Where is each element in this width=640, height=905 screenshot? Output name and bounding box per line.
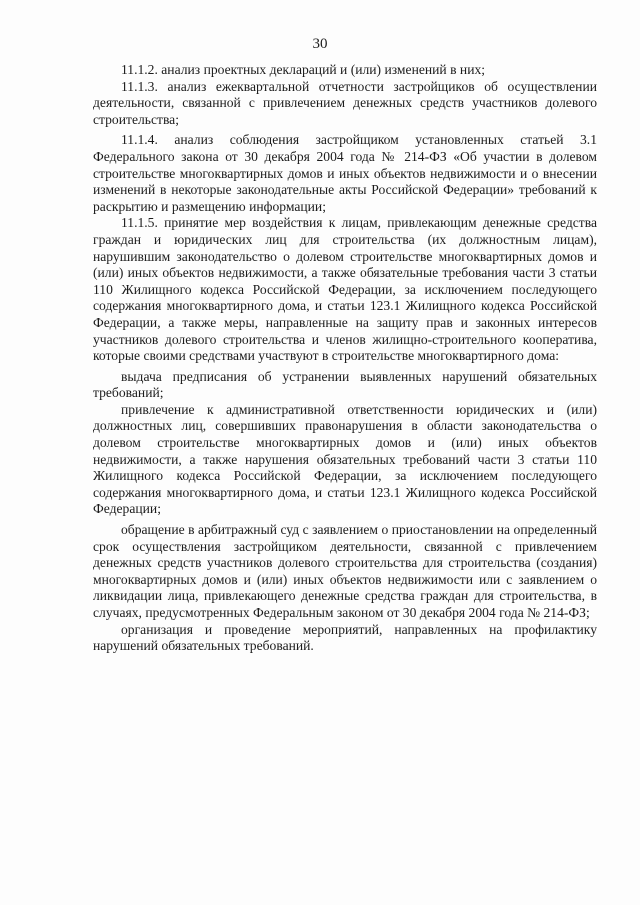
list-item-order: выдача предписания об устранении выявленных нарушений обязательных требований; [93, 368, 597, 401]
list-item-prevention-measures: организация и проведение мероприятий, направленных на профилактику нарушений обязательных требований. [93, 621, 597, 654]
page-number: 30 [312, 36, 328, 52]
document-body [93, 62, 597, 655]
paragraph-11-1-3: 11.1.3. анализ ежеквартальной отчетности застройщиков об осуществлении деятельности, связанной с привлечением денежных средств участников долевого строительства; [93, 78, 597, 127]
paragraph-11-1-5: 11.1.5. принятие мер воздействия к лицам, привлекающим денежные средства граждан и юридических лиц для строительства (их должностным лицам), нарушившим законодательство о долевом строительстве многоквартирных домов и (или) иных объектов недвижимости, а также обязательные требования части 3 статьи 110 Жилищного кодекса Российской Федерации, за исключением последующего содержания многоквартирного дома, и статьи 123.1 Жилищного кодекса Российской Федерации, а также меры, направленные на защиту прав и законных интересов участников долевого строительства и членов жилищно-строительного кооператива, которые своими средствами участвуют в строительстве многоквартирного дома: [93, 215, 597, 364]
paragraph-11-1-2: 11.1.2. анализ проектных деклараций и (или) изменений в них; [121, 62, 486, 77]
list-item-administrative-liability: привлечение к административной ответственности юридических и (или) должностных лиц, совершивших правонарушения в области законодательства о долевом строительстве многоквартирных домов и (или) иных объектов недвижимости, а также нарушения обязательных требований части 3 статьи 110 Жилищного кодекса Российской Федерации, за исключением последующего содержания многоквартирного дома, и статьи 123.1 Жилищного кодекса Российской Федерации; [93, 401, 597, 517]
paragraph-11-1-4: 11.1.4. анализ соблюдения застройщиком установленных статьей 3.1 Федерального закона от 30 декабря 2004 года № 214-ФЗ «Об участии в долевом строительстве многоквартирных домов и иных объектов недвижимости и о внесении изменений в некоторые законодательные акты Российской Федерации» требований к раскрытию и размещению информации; [93, 132, 597, 214]
list-item-arbitration-court: обращение в арбитражный суд с заявлением о приостановлении на определенный срок осуществления застройщиком деятельности, связанной с привлечением денежных средств участников долевого строительства для строительства (создания) многоквартирных домов и (или) иных объектов недвижимости или с заявлением о ликвидации лица, привлекающего денежные средства граждан для строительства, в случаях, предусмотренных Федеральным законом от 30 декабря 2004 года № 214-ФЗ; [93, 522, 597, 620]
